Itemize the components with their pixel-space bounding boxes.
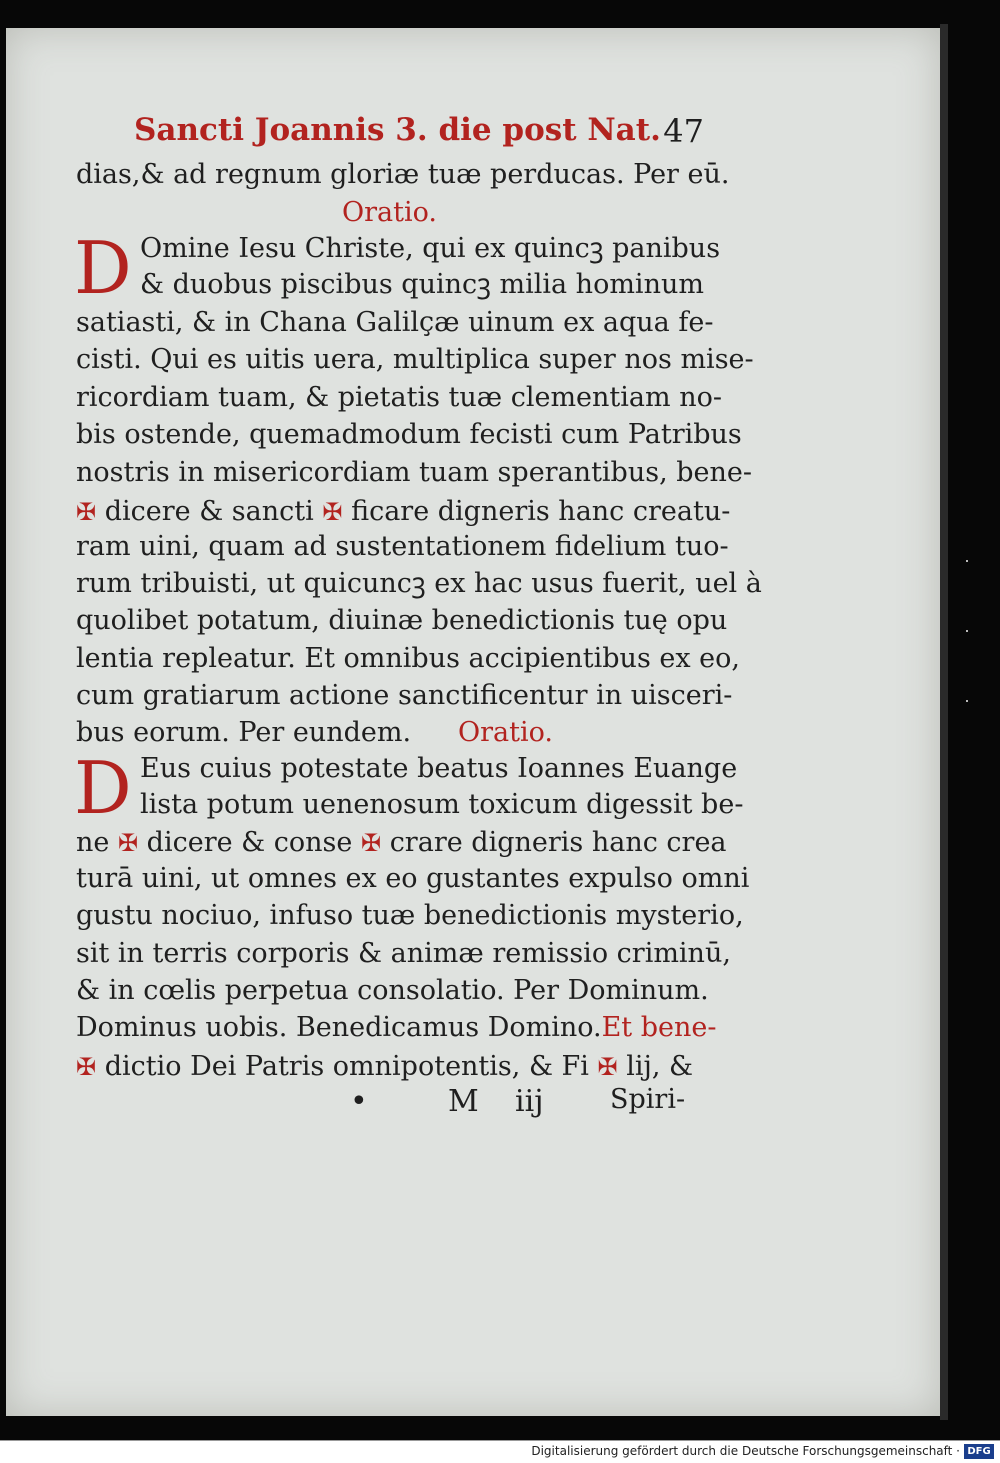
cross-icon: ✠ bbox=[76, 498, 97, 526]
cross-icon: ✠ bbox=[322, 498, 343, 526]
text-line: turā uini, ut omnes ex eo gustantes expulso omni bbox=[76, 863, 750, 894]
page-number: 47 bbox=[663, 112, 704, 150]
text-line: lista potum uenenosum toxicum digessit be- bbox=[140, 789, 744, 820]
text-line: satiasti, & in Chana Galilçæ uinum ex aqua fe- bbox=[76, 307, 714, 338]
signature-dot: • bbox=[350, 1084, 368, 1119]
text-fragment: dicere & conse bbox=[146, 827, 353, 858]
text-line: Eus cuius potestate beatus Ioannes Euange bbox=[140, 753, 738, 784]
cross-icon: ✠ bbox=[117, 829, 139, 857]
text-line: dias,& ad regnum gloriæ tuæ perducas. Per eū. bbox=[76, 159, 730, 190]
text-line: cisti. Qui es uitis uera, multiplica super nos mise- bbox=[76, 344, 754, 375]
oratio-heading: Oratio. bbox=[458, 717, 553, 748]
margin-dot bbox=[966, 630, 968, 632]
text-line: ram uini, quam ad sustentationem fidelium tuo- bbox=[76, 531, 729, 562]
footer-bar bbox=[0, 1440, 1000, 1463]
running-header bbox=[134, 112, 714, 152]
margin-dot bbox=[966, 560, 968, 562]
text-line: ricordiam tuam, & pietatis tuæ clementiam no- bbox=[76, 382, 722, 413]
text-line-with-crosses bbox=[76, 1050, 693, 1084]
text-line: quolibet potatum, diuinæ benedictionis tuę opu bbox=[76, 605, 728, 636]
drop-capital: D bbox=[74, 746, 132, 830]
cross-icon: ✠ bbox=[597, 1053, 618, 1081]
catchword: Spiri- bbox=[610, 1084, 686, 1115]
text-fragment: ficare digneris hanc creatu- bbox=[351, 496, 731, 527]
text-line-with-rubric bbox=[76, 1011, 717, 1045]
cross-icon: ✠ bbox=[360, 829, 382, 857]
margin-dot bbox=[966, 700, 968, 702]
text-line: sit in terris corporis & animæ remissio criminū, bbox=[76, 938, 731, 969]
text-line-with-crosses bbox=[76, 826, 727, 860]
drop-capital: D bbox=[74, 226, 132, 310]
text-fragment: dictio Dei Patris omnipotentis, & Fi bbox=[104, 1051, 589, 1082]
signature-letter: M bbox=[448, 1084, 479, 1119]
text-line: lentia repleatur. Et omnibus accipientibus ex eo, bbox=[76, 643, 740, 674]
text-fragment: ne bbox=[76, 827, 110, 858]
text-line: Omine Iesu Christe, qui ex quincꝫ panibus bbox=[140, 233, 721, 264]
header-title: Sancti Joannis 3. die post Nat. bbox=[134, 112, 661, 148]
text-fragment: dicere & sancti bbox=[104, 496, 314, 527]
page-edge-shadow bbox=[940, 24, 948, 1420]
text-fragment: Dominus uobis. Benedicamus Domino. bbox=[76, 1012, 602, 1043]
text-fragment: lij, & bbox=[626, 1051, 694, 1082]
text-fragment: crare digneris hanc crea bbox=[389, 827, 727, 858]
text-line: gustu nociuo, infuso tuæ benedictionis mysterio, bbox=[76, 900, 744, 931]
text-line: nostris in misericordiam tuam sperantibus, bene- bbox=[76, 457, 753, 488]
rubric-fragment: Et bene- bbox=[601, 1012, 717, 1043]
dfg-logo-icon: DFG bbox=[964, 1444, 994, 1459]
oratio-heading: Oratio. bbox=[342, 197, 437, 228]
cross-icon: ✠ bbox=[76, 1053, 97, 1081]
text-line: cum gratiarum actione sanctificentur in uisceri- bbox=[76, 680, 733, 711]
signature-number: iij bbox=[515, 1084, 544, 1119]
text-line: bis ostende, quemadmodum fecisti cum Patribus bbox=[76, 419, 742, 450]
text-line-with-crosses bbox=[76, 495, 730, 529]
text-line: rum tribuisti, ut quicuncꝫ ex hac usus fuerit, uel à bbox=[76, 568, 762, 599]
footer-credit: Digitalisierung gefördert durch die Deutsche Forschungsgemeinschaft · bbox=[531, 1444, 960, 1458]
text-line: & duobus piscibus quincꝫ milia hominum bbox=[140, 269, 704, 300]
text-line: bus eorum. Per eundem. bbox=[76, 717, 412, 748]
text-line: & in cœlis perpetua consolatio. Per Dominum. bbox=[76, 975, 709, 1006]
